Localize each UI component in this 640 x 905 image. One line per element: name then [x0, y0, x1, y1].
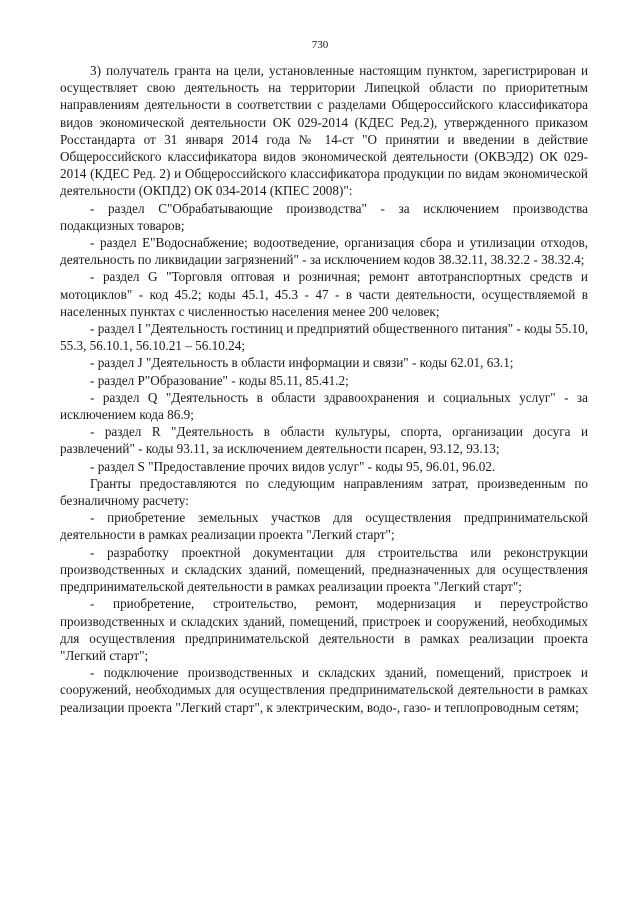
list-item-section-c: - раздел С"Обрабатывающие производства" - за исключением производства подакцизных товаров;	[60, 200, 588, 233]
list-item-section-r: - раздел R "Деятельность в области культуры, спорта, организации досуга и развлечений" - коды 93.11, за исключением деятельности псарен, 93.12, 93.13;	[60, 424, 588, 457]
list-item-section-i: - раздел I "Деятельность гостиниц и предприятий общественного питания" - коды 55.10, 55.3, 56.10.1, 56.10.21 – 56.10.24;	[60, 321, 588, 354]
list-item-section-p: - раздел Р"Образование" - коды 85.11, 85.41.2;	[90, 372, 349, 388]
list-item-utility-connection: - подключение производственных и складских зданий, помещений, пристроек и сооружений, необходимых для осуществления предпринимательской деятельности в рамках реализации проекта "Легкий старт", к электрическим, водо-, газо- и теплопроводным сетям;	[60, 665, 588, 715]
page-number: 730	[311, 39, 329, 51]
list-item-section-s: - раздел S "Предоставление прочих видов услуг" - коды 95, 96.01, 96.02.	[90, 458, 496, 474]
paragraph-grant-directions: Гранты предоставляются по следующим направлениям затрат, произведенным по безналичному расчету:	[60, 475, 588, 509]
list-item-section-j: - раздел J "Деятельность в области информации и связи" - коды 62.01, 63.1;	[90, 355, 514, 371]
list-item-design-documentation: - разработку проектной документации для строительства или реконструкции производственных и складских зданий, помещений, предназначенных для осуществления предпринимательской деятельности в рамках реализации проекта "Легкий старт";	[60, 544, 588, 595]
list-item-construction-repair: - приобретение, строительство, ремонт, модернизация и переустройство производственных и складских зданий, помещений, пристроек и сооружений, необходимых для осуществления предпринимательской деятельности в рамках реализации проекта "Легкий старт";	[60, 596, 588, 663]
list-item-land-purchase: - приобретение земельных участков для осуществления предпринимательской деятельности в рамках реализации проекта "Легкий старт";	[60, 510, 588, 543]
paragraph-recipient-requirements: 3) получатель гранта на цели, установленные настоящим пунктом, зарегистрирован и осуществляет свою деятельность на территории Липецкой области по приоритетным направлениям деятельности в соответствии с разделами Общероссийского классификатора видов экономической деятельности ОК 029-2014 (КДЕС Ред.2), утвержденного приказом Росстандарта от 31 января 2014 года № 14-ст "О принятии и введении в действие Общероссийского классификатора видов экономической деятельности (ОКВЭД2) ОК 029-2014 (КДЕС Ред. 2) и Общероссийского классификатора продукции по видам экономической деятельности (ОКПД2) ОК 034-2014 (КПЕС 2008)":	[60, 63, 588, 199]
document-body	[60, 62, 588, 716]
list-item-section-q: - раздел Q "Деятельность в области здравоохранения и социальных услуг" - за исключением кода 86.9;	[60, 389, 588, 423]
list-item-section-g: - раздел G "Торговля оптовая и розничная; ремонт автотранспортных средств и мотоциклов" - код 45.2; коды 45.1, 45.3 - 47 - в части деятельности, осуществляемой в населенных пунктах с численностью населения менее 200 человек;	[60, 269, 588, 319]
list-item-section-e: - раздел Е"Водоснабжение; водоотведение, организация сбора и утилизации отходов, деятельность по ликвидации загрязнений" - за исключением кодов 38.32.11, 38.32.2 - 38.32.4;	[60, 235, 588, 268]
